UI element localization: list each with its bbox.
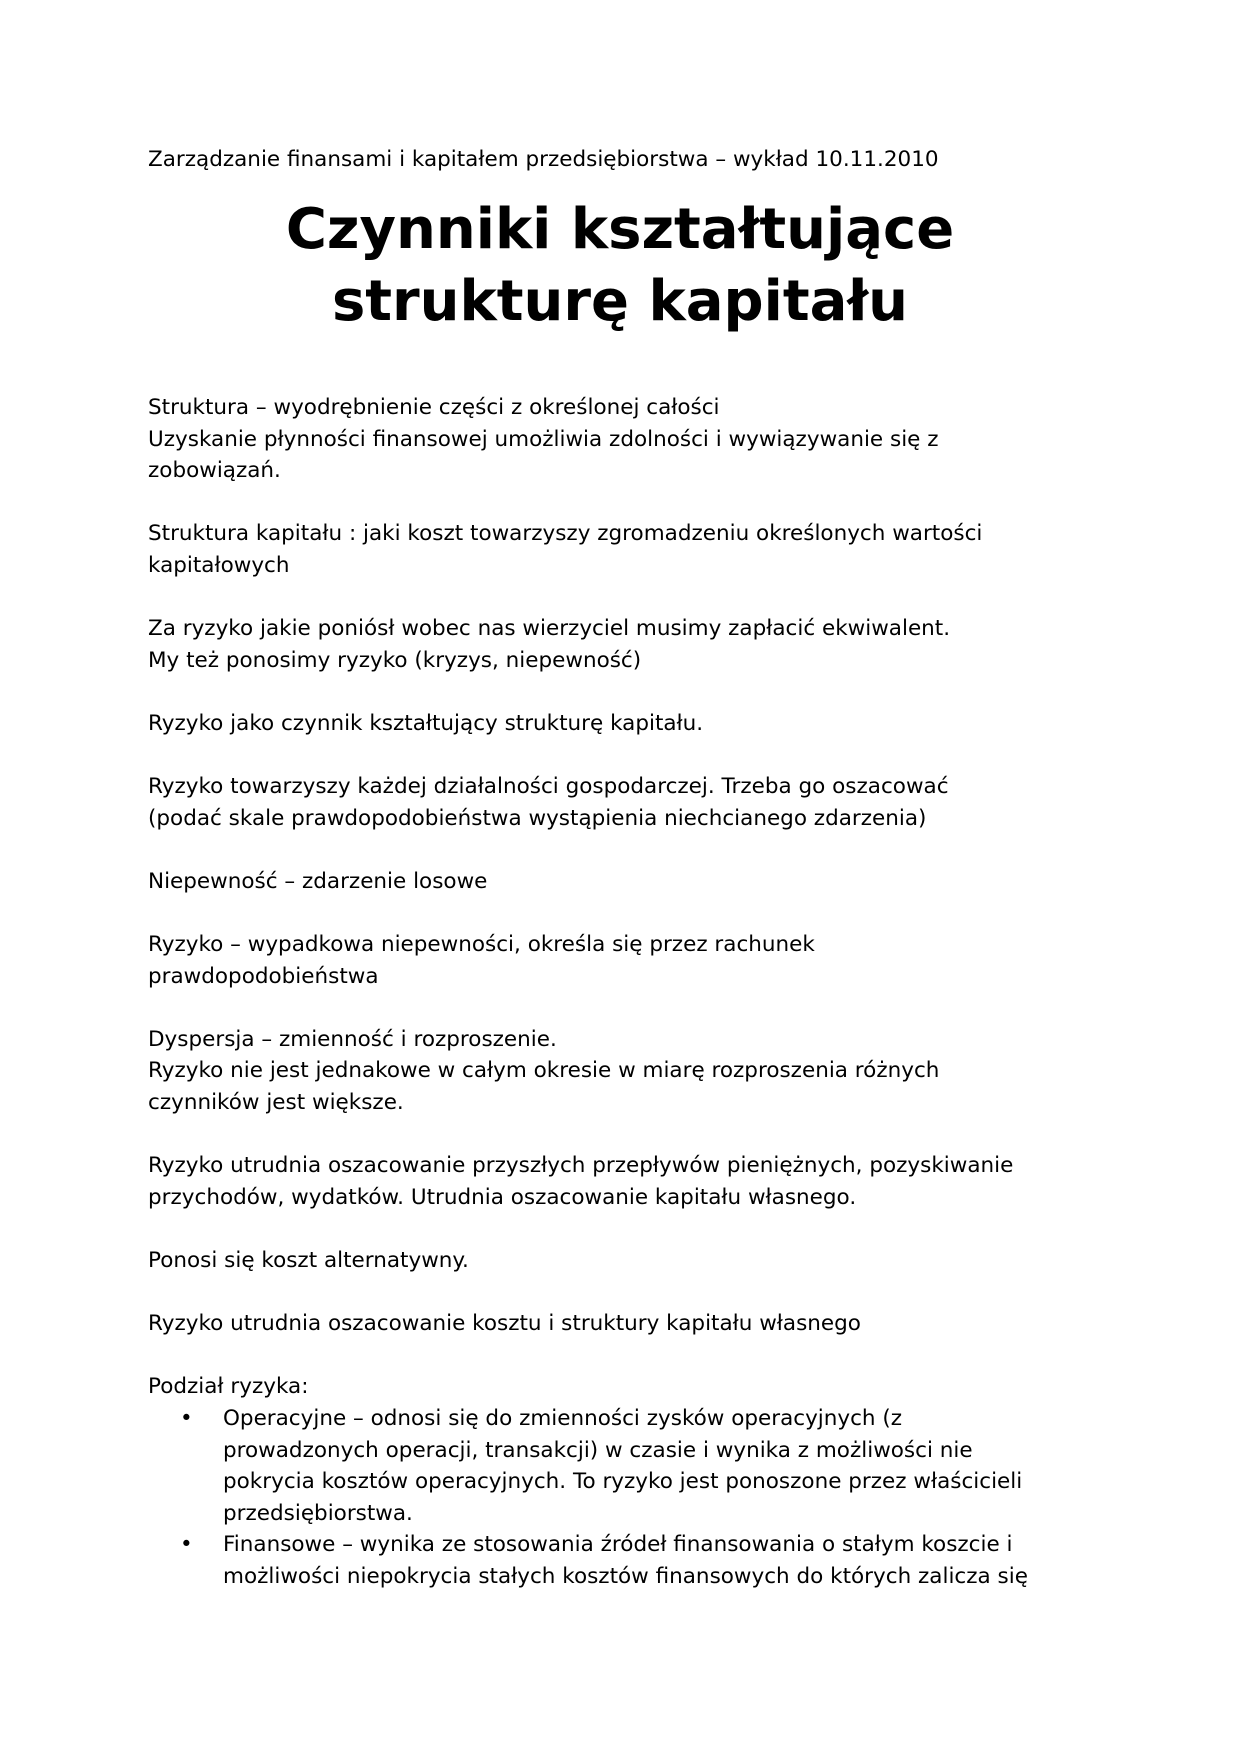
text-line: Za ryzyko jakie poniósł wobec nas wierzyciel musimy zapłacić ekwiwalent. xyxy=(148,616,951,642)
title-line: strukturę kapitału xyxy=(331,269,909,334)
paragraph xyxy=(148,1024,1028,1119)
text-line: (podać skale prawdopodobieństwa wystąpienia niechcianego zdarzenia) xyxy=(148,805,927,831)
paragraph xyxy=(148,613,1028,676)
bullet-icon: • xyxy=(180,1406,193,1431)
text-line: Ryzyko nie jest jednakowe w całym okresie w miarę rozproszenia różnych xyxy=(148,1058,940,1084)
text-line: Ponosi się koszt alternatywny. xyxy=(148,1248,469,1274)
text-line: Struktura – wyodrębnienie części z określonej całości xyxy=(148,395,720,420)
text-line: Uzyskanie płynności finansowej umożliwia zdolności i wywiązywanie się z xyxy=(148,426,939,452)
paragraph xyxy=(148,1150,1028,1213)
text-line: czynników jest większe. xyxy=(148,1090,404,1116)
text-line: Struktura kapitału : jaki koszt towarzyszy zgromadzeniu określonych wartości xyxy=(148,521,983,547)
paragraph xyxy=(148,929,1028,992)
text-line: prowadzonych operacji, transakcji) w czasie i wynika z możliwości nie xyxy=(223,1437,973,1463)
list-item xyxy=(148,1529,1028,1592)
paragraph xyxy=(148,392,1028,487)
text-line: Ryzyko jako czynnik kształtujący strukturę kapitału. xyxy=(148,710,704,736)
paragraph xyxy=(148,771,1028,834)
text-line: pokrycia kosztów operacyjnych. To ryzyko jest ponoszone przez właścicieli xyxy=(223,1469,1023,1495)
title-line: Czynniki kształtujące xyxy=(285,197,955,262)
text-line: możliwości niepokrycia stałych kosztów finansowych do których zalicza się xyxy=(223,1563,1028,1589)
text-line: Niepewność – zdarzenie losowe xyxy=(148,868,488,894)
bullet-icon: • xyxy=(180,1532,193,1558)
text-line: Ryzyko towarzyszy każdej działalności gospodarczej. Trzeba go oszacować xyxy=(148,774,949,800)
text-line: Ryzyko – wypadkowa niepewności, określa się przez rachunek xyxy=(148,932,815,958)
paragraph xyxy=(148,708,1028,740)
list-item xyxy=(148,1403,1028,1529)
text-line: zobowiązań. xyxy=(148,458,281,484)
paragraph xyxy=(148,1308,1028,1340)
text-line: My też ponosimy ryzyko (kryzys, niepewność) xyxy=(148,647,642,673)
text-line: przedsiębiorstwa. xyxy=(223,1500,413,1526)
document-body xyxy=(148,392,1028,1593)
text-line: Dyspersja – zmienność i rozproszenie. xyxy=(148,1026,557,1052)
text-line: Finansowe – wynika ze stosowania źródeł finansowania o stałym koszcie i xyxy=(223,1532,1013,1558)
paragraph xyxy=(148,518,1028,581)
text-line: kapitałowych xyxy=(148,552,290,578)
document-header: Zarządzanie finansami i kapitałem przedsiębiorstwa – wykład 10.11.2010 xyxy=(148,147,939,172)
paragraph xyxy=(148,1245,1028,1277)
list-heading: Podział ryzyka: xyxy=(148,1374,309,1400)
document-title xyxy=(0,194,1240,338)
text-line: Ryzyko utrudnia oszacowanie kosztu i struktury kapitału własnego xyxy=(148,1311,861,1337)
text-line: przychodów, wydatków. Utrudnia oszacowanie kapitału własnego. xyxy=(148,1184,857,1210)
text-line: Operacyjne – odnosi się do zmienności zysków operacyjnych (z xyxy=(223,1406,903,1431)
risk-list xyxy=(148,1403,1028,1593)
paragraph xyxy=(148,866,1028,898)
text-line: prawdopodobieństwa xyxy=(148,963,379,989)
text-line: Ryzyko utrudnia oszacowanie przyszłych przepływów pieniężnych, pozyskiwanie xyxy=(148,1153,1014,1179)
